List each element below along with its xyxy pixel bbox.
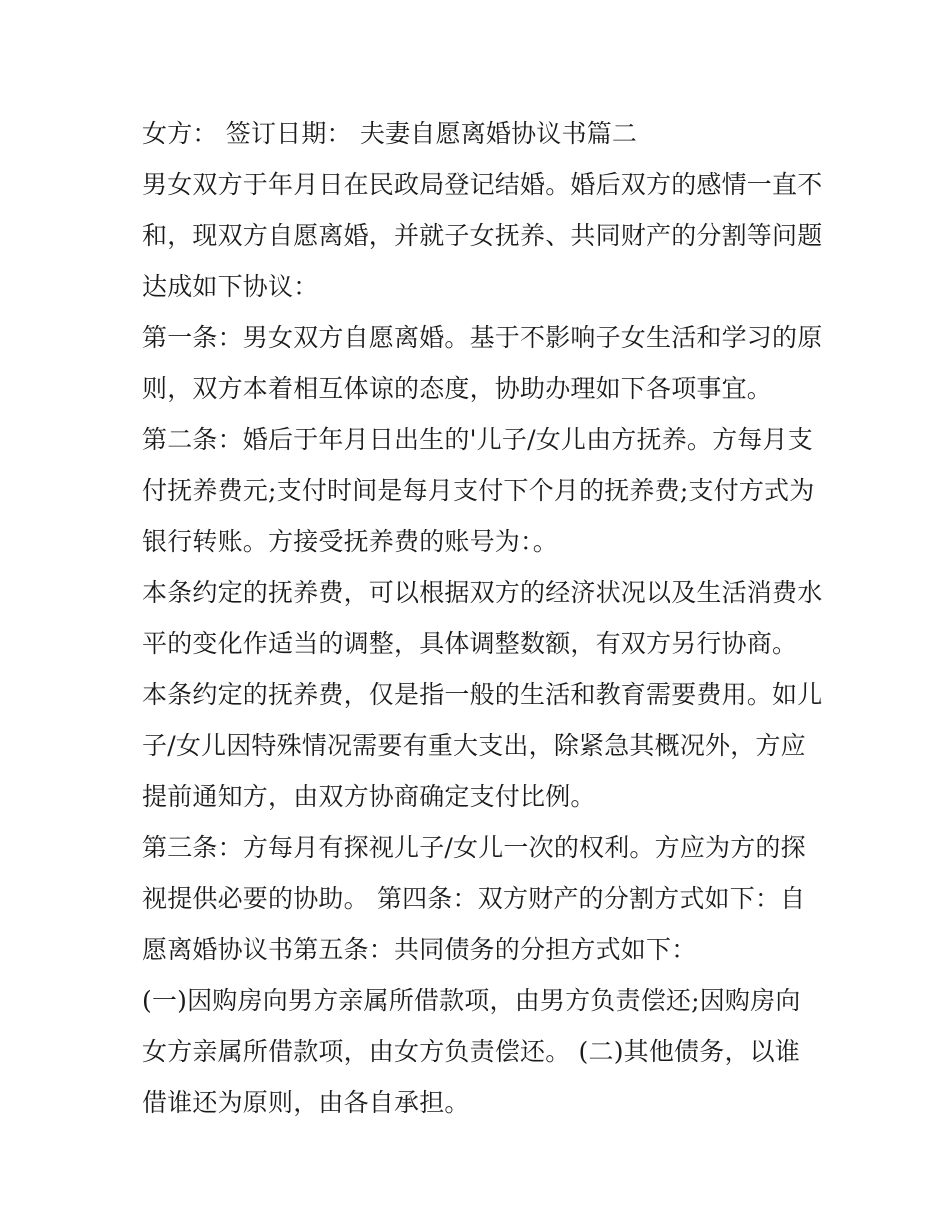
text-line: 女方： 签订日期： 夫妻自愿离婚协议书篇二 [142, 119, 638, 148]
text-line: 第三条：方每月有探视儿子/女儿一次的权利。方应为方的探 [142, 833, 806, 862]
text-line: 女方亲属所借款项，由女方负责偿还。 (二)其他债务，以谁 [142, 1037, 801, 1066]
text-line: 男女双方于年月日在民政局登记结婚。婚后双方的感情一直不 [142, 170, 823, 199]
text-line: 子/女儿因特殊情况需要有重大支出，除紧急其概况外，方应 [142, 731, 806, 760]
text-line: 平的变化作适当的调整，具体调整数额，有双方另行协商。 [142, 629, 798, 658]
text-line: 提前通知方，由双方协商确定支付比例。 [142, 782, 596, 811]
text-line: 借谁还为原则，由各自承担。 [142, 1088, 470, 1117]
text-line: 愿离婚协议书第五条：共同债务的分担方式如下： [142, 935, 697, 964]
document-body [142, 108, 822, 1128]
text-line: 第一条：男女双方自愿离婚。基于不影响子女生活和学习的原 [142, 323, 823, 352]
text-line: 本条约定的抚养费，仅是指一般的生活和教育需要费用。如儿 [142, 680, 823, 709]
text-line: 付抚养费元;支付时间是每月支付下个月的抚养费;支付方式为 [142, 476, 815, 505]
text-line: (一)因购房向男方亲属所借款项，由男方负责偿还;因购房向 [142, 986, 801, 1015]
text-line: 则，双方本着相互体谅的态度，协助办理如下各项事宜。 [142, 374, 773, 403]
text-line: 银行转账。方接受抚养费的账号为：。 [142, 527, 558, 556]
text-line: 本条约定的抚养费，可以根据双方的经济状况以及生活消费水 [142, 578, 823, 607]
text-line: 和，现双方自愿离婚，并就子女抚养、共同财产的分割等问题 [142, 221, 823, 250]
text-line: 第二条：婚后于年月日出生的'儿子/女儿由方抚养。方每月支 [142, 425, 813, 454]
text-line: 达成如下协议： [142, 272, 319, 301]
text-line: 视提供必要的协助。 第四条：双方财产的分割方式如下：自 [142, 884, 806, 913]
